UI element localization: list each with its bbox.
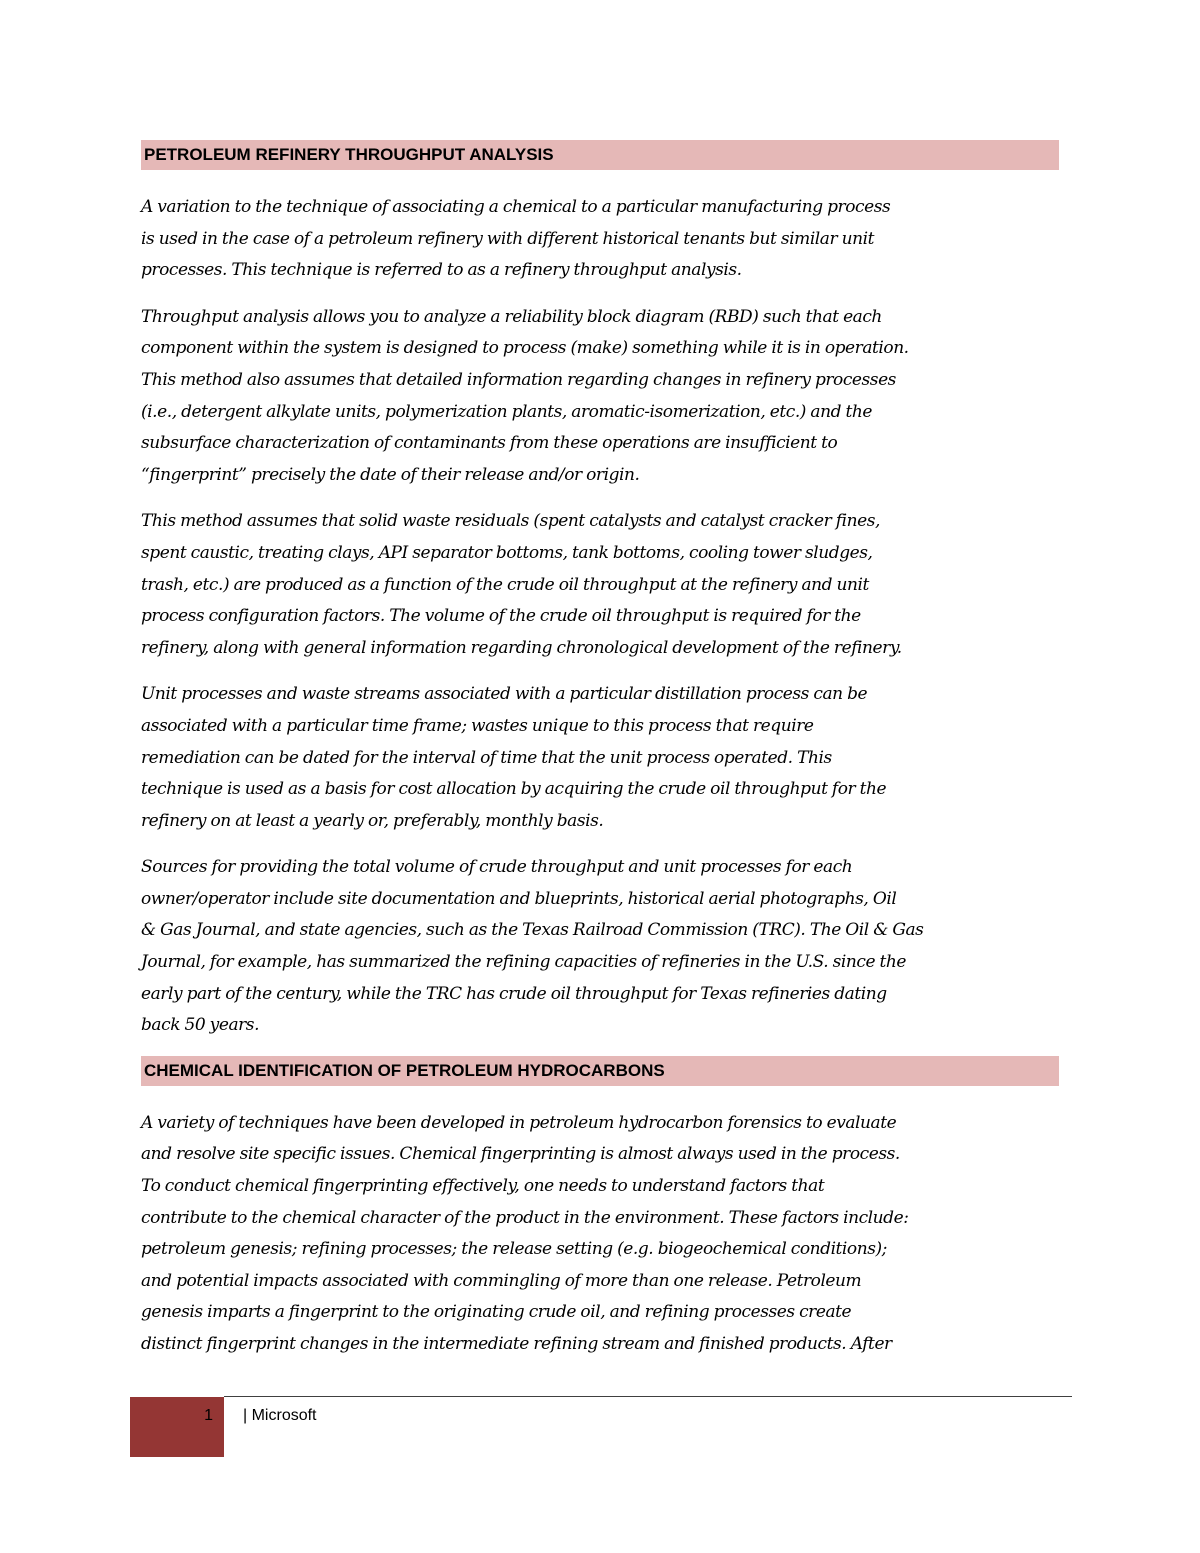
footer-color-block: [130, 1397, 224, 1457]
paragraph-line: component within the system is designed to process (make) something while it is in operation.: [141, 338, 909, 359]
paragraph-line: (i.e., detergent alkylate units, polymerization plants, aromatic-isomerization, etc.) and the: [141, 401, 872, 422]
paragraph-line: back 50 years.: [141, 1015, 260, 1036]
section-heading-chemical-identification: CHEMICAL IDENTIFICATION OF PETROLEUM HYDROCARBONS: [141, 1056, 1059, 1086]
paragraph-line: spent caustic, treating clays, API separator bottoms, tank bottoms, cooling tower sludges,: [141, 542, 873, 563]
paragraph-line: early part of the century, while the TRC has crude oil throughput for Texas refineries dating: [141, 983, 887, 1004]
paragraph-line: associated with a particular time frame; wastes unique to this process that require: [141, 715, 814, 736]
paragraph-line: Throughput analysis allows you to analyze a reliability block diagram (RBD) such that each: [141, 306, 882, 327]
section-heading-refinery-throughput: PETROLEUM REFINERY THROUGHPUT ANALYSIS: [141, 140, 1059, 170]
paragraph-line: process configuration factors. The volume of the crude oil throughput is required for the: [141, 606, 861, 627]
paragraph-line: contribute to the chemical character of the product in the environment. These factors include:: [141, 1207, 909, 1228]
paragraph-line: remediation can be dated for the interval of time that the unit process operated. This: [141, 747, 832, 768]
paragraph-line: refinery on at least a yearly or, preferably, monthly basis.: [141, 810, 604, 831]
paragraph-line: “fingerprint” precisely the date of their release and/or origin.: [141, 464, 640, 485]
paragraph-line: Journal, for example, has summarized the refining capacities of refineries in the U.S. since the: [141, 952, 906, 973]
page-number: 1: [204, 1407, 213, 1424]
paragraph-line: This method also assumes that detailed information regarding changes in refinery processes: [141, 369, 896, 390]
paragraph-line: owner/operator include site documentation and blueprints, historical aerial photographs, Oil: [141, 888, 897, 909]
paragraph-6: [141, 1108, 1059, 1361]
paragraph-4: [141, 679, 1059, 837]
paragraph-2: [141, 302, 1059, 492]
paragraph-line: and resolve site specific issues. Chemical fingerprinting is almost always used in the process.: [141, 1144, 900, 1165]
paragraph-line: trash, etc.) are produced as a function of the crude oil throughput at the refinery and unit: [141, 574, 869, 595]
paragraph-line: Sources for providing the total volume of crude throughput and unit processes for each: [141, 857, 853, 878]
document-body: [141, 140, 1059, 1361]
paragraph-line: and potential impacts associated with commingling of more than one release. Petroleum: [141, 1270, 862, 1291]
paragraph-line: To conduct chemical fingerprinting effectively, one needs to understand factors that: [141, 1176, 825, 1197]
paragraph-3: [141, 506, 1059, 664]
paragraph-line: A variation to the technique of associating a chemical to a particular manufacturing process: [141, 197, 891, 217]
paragraph-line: petroleum genesis; refining processes; the release setting (e.g. biogeochemical conditions);: [141, 1239, 887, 1260]
paragraph-1: [141, 192, 1059, 287]
paragraph-line: genesis imparts a fingerprint to the originating crude oil, and refining processes create: [141, 1302, 852, 1323]
paragraph-line: subsurface characterization of contaminants from these operations are insufficient to: [141, 433, 838, 454]
paragraph-line: Unit processes and waste streams associated with a particular distillation process can be: [141, 684, 868, 705]
paragraph-line: A variety of techniques have been developed in petroleum hydrocarbon forensics to evaluate: [141, 1112, 897, 1133]
footer-divider: [224, 1396, 1072, 1397]
paragraph-5: [141, 852, 1059, 1042]
paragraph-line: This method assumes that solid waste residuals (spent catalysts and catalyst cracker fines,: [141, 511, 880, 532]
paragraph-line: processes. This technique is referred to as a refinery throughput analysis.: [141, 260, 742, 281]
footer-label: | Microsoft: [243, 1407, 317, 1424]
paragraph-line: & Gas Journal, and state agencies, such as the Texas Railroad Commission (TRC). The Oil & Gas: [141, 920, 924, 941]
paragraph-line: refinery, along with general information regarding chronological development of the refinery.: [141, 637, 902, 658]
paragraph-line: distinct fingerprint changes in the intermediate refining stream and finished products. After: [141, 1334, 892, 1354]
paragraph-line: technique is used as a basis for cost allocation by acquiring the crude oil throughput for the: [141, 779, 887, 800]
paragraph-line: is used in the case of a petroleum refinery with different historical tenants but similar unit: [141, 228, 874, 249]
